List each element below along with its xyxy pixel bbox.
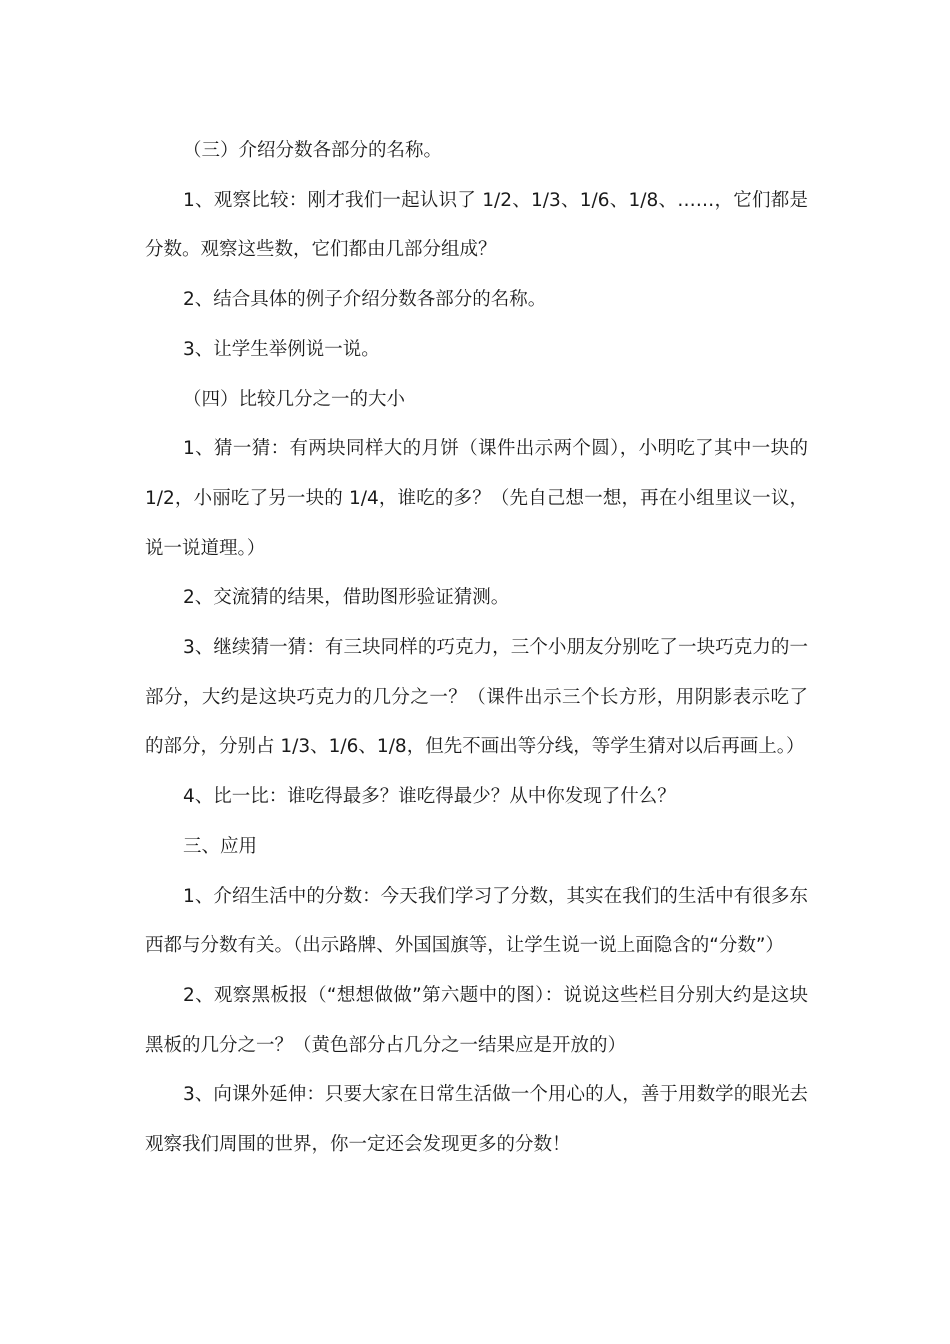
paragraph-blackboard: 2、观察黑板报（“想想做做”第六题中的图）：说说这些栏目分别大约是这块黑板的几分之一？（黄色部分占几分之一结果应是开放的） bbox=[145, 984, 808, 1056]
paragraph-observe-compare: 1、观察比较：刚才我们一起认识了 1/2、1/3、1/6、1/8、……，它们都是分数。观察这些数，它们都由几部分组成？ bbox=[145, 189, 808, 261]
paragraph-fractions-in-life: 1、介绍生活中的分数：今天我们学习了分数，其实在我们的生活中有很多东西都与分数有关。（出示路牌、外国国旗等，让学生说一说上面隐含的“分数”） bbox=[145, 885, 808, 957]
paragraph-extension: 3、向课外延伸：只要大家在日常生活做一个用心的人，善于用数学的眼光去观察我们周围的世界，你一定还会发现更多的分数！ bbox=[145, 1084, 808, 1156]
paragraph-student-examples: 3、让学生举例说一说。 bbox=[183, 338, 380, 360]
section-heading-application: 三、应用 bbox=[183, 835, 258, 857]
paragraph-guess-mooncake: 1、猜一猜：有两块同样大的月饼（课件出示两个圆），小明吃了其中一块的 1/2，小丽吃了另一块的 1/4，谁吃的多？（先自己想一想，再在小组里议一议，说一说道理。） bbox=[145, 438, 808, 559]
section-heading-3: （三）介绍分数各部分的名称。 bbox=[183, 140, 443, 161]
section-heading-4: （四）比较几分之一的大小 bbox=[183, 388, 406, 410]
paragraph-guess-chocolate: 3、继续猜一猜：有三块同样的巧克力，三个小朋友分别吃了一块巧克力的一部分，大约是这块巧克力的几分之一？（课件出示三个长方形，用阴影表示吃了的部分，分别占 1/3、1/6、1/8，但先不画出等分线，等学生猜对以后再画上。） bbox=[145, 637, 808, 758]
document-body bbox=[145, 126, 808, 1170]
paragraph-exchange-results: 2、交流猜的结果，借助图形验证猜测。 bbox=[183, 587, 510, 609]
paragraph-compare: 4、比一比：谁吃得最多？谁吃得最少？从中你发现了什么？ bbox=[183, 786, 676, 808]
paragraph-introduce-names: 2、结合具体的例子介绍分数各部分的名称。 bbox=[183, 289, 547, 311]
